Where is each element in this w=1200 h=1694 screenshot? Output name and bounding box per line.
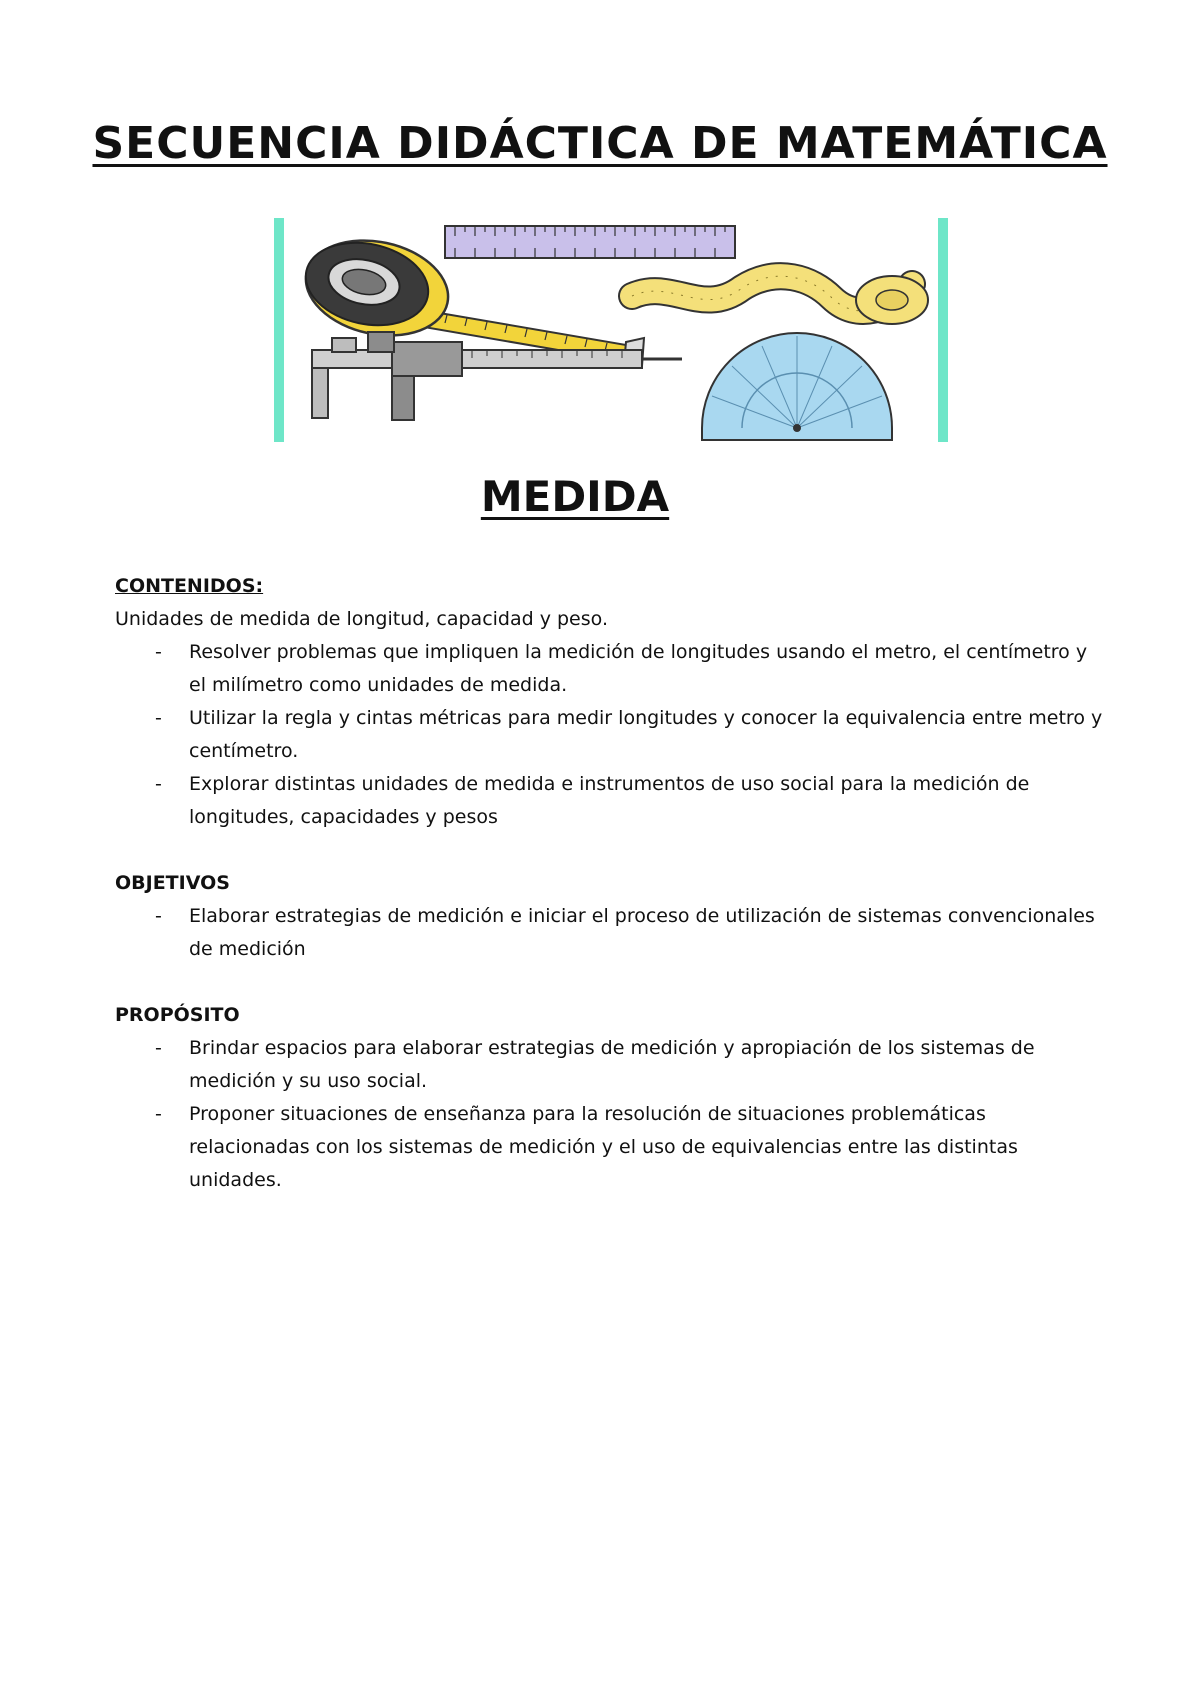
proposito-list bbox=[115, 1032, 1105, 1197]
list-item: - Brindar espacios para elaborar estrategias de medición y apropiación de los sistemas de medición y su uso social. bbox=[115, 1032, 1105, 1098]
frame-bar-left bbox=[274, 218, 284, 442]
list-item: - Elaborar estrategias de medición e iniciar el proceso de utilización de sistemas convencionales de medición bbox=[115, 900, 1105, 966]
contenidos-label: CONTENIDOS: bbox=[115, 575, 264, 597]
list-item: - Explorar distintas unidades de medida e instrumentos de uso social para la medición de longitudes, capacidades y pesos bbox=[115, 768, 1105, 834]
contenidos-intro: Unidades de medida de longitud, capacidad y peso. bbox=[115, 608, 608, 630]
contenidos-list bbox=[115, 636, 1105, 834]
sewing-tape-icon bbox=[632, 276, 928, 324]
proposito-label: PROPÓSITO bbox=[115, 1004, 240, 1026]
objetivos-list bbox=[115, 900, 1105, 966]
unit-heading: MEDIDA bbox=[480, 472, 670, 521]
ruler-icon bbox=[445, 226, 735, 258]
protractor-icon bbox=[702, 333, 892, 440]
frame-bar-right bbox=[938, 218, 948, 442]
objetivos-label: OBJETIVOS bbox=[115, 872, 230, 894]
list-item: - Utilizar la regla y cintas métricas para medir longitudes y conocer la equivalencia entre metro y centímetro. bbox=[115, 702, 1105, 768]
list-item: - Proponer situaciones de enseñanza para la resolución de situaciones problemáticas relacionadas con los sistemas de medición y el uso de equivalencias entre las distintas unidades. bbox=[115, 1098, 1105, 1197]
document-body bbox=[115, 570, 1105, 1197]
measuring-tools-illustration bbox=[272, 218, 952, 446]
document-title: SECUENCIA DIDÁCTICA DE MATEMÁTICA bbox=[92, 118, 1108, 169]
list-item: - Resolver problemas que impliquen la medición de longitudes usando el metro, el centímetro y el milímetro como unidades de medida. bbox=[115, 636, 1105, 702]
